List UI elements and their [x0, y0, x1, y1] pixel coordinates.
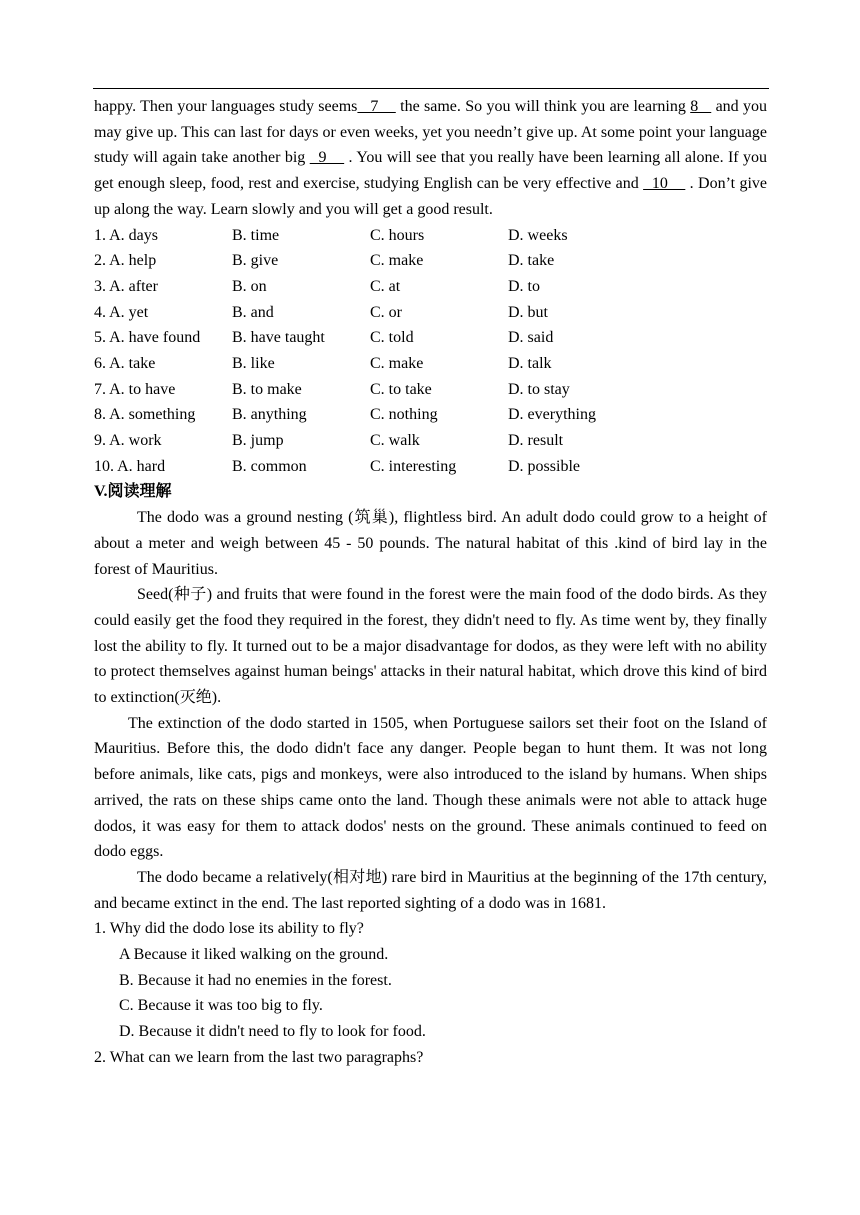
- option-c: C. at: [370, 277, 401, 295]
- option-c: C. make: [370, 354, 424, 372]
- option-c: C. make: [370, 252, 424, 270]
- options-table: [94, 223, 767, 480]
- cloze-passage: [94, 94, 767, 223]
- option-row: [94, 454, 767, 480]
- question-2: 2. What can we learn from the last two paragraphs?: [94, 1048, 424, 1066]
- option-d: D. but: [508, 303, 548, 321]
- option-row: [94, 274, 767, 300]
- option-a: 2. A. help: [94, 252, 157, 270]
- option-row: [94, 325, 767, 351]
- option-b: B. give: [232, 252, 279, 270]
- option-c: C. hours: [370, 226, 425, 244]
- cloze-text: . Don’t give up along the way. Learn slowly and you will get a good result.: [94, 175, 767, 218]
- cloze-text: happy. Then your languages study seems: [94, 98, 358, 115]
- option-a: 1. A. days: [94, 226, 158, 244]
- option-b: B. jump: [232, 432, 284, 450]
- option-row: [94, 428, 767, 454]
- option-d: D. talk: [508, 354, 552, 372]
- option-d: D. to stay: [508, 380, 570, 398]
- option-c: C. or: [370, 303, 402, 321]
- blank-7: 7: [357, 98, 396, 115]
- blank-8: 8: [690, 98, 712, 115]
- option-b: B. time: [232, 226, 280, 244]
- option-row: [94, 377, 767, 403]
- option-b: B. like: [232, 354, 275, 372]
- question-1-option-b: B. Because it had no enemies in the forest.: [119, 971, 392, 989]
- blank-10: 10: [643, 175, 686, 193]
- option-d: D. said: [508, 329, 554, 347]
- option-d: D. possible: [508, 457, 580, 475]
- option-c: C. to take: [370, 380, 432, 398]
- question-1-option-d: D. Because it didn't need to fly to look for food.: [119, 1023, 426, 1041]
- document-body: [94, 94, 767, 1071]
- reading-paragraph-2: Seed(种子) and fruits that were found in the forest were the main food of the dodo birds. As they could easily get the food they required in the forest, they didn't need to fly. As time went by, they finally lost the ability to fly. It turned out to be a major disadvantage for dodos, as they were left with no ability to protect themselves against human beings' attacks in their natural habitat, which drove this kind of bird to extinction(灭绝).: [94, 586, 767, 707]
- option-c: C. nothing: [370, 406, 438, 424]
- option-row: [94, 402, 767, 428]
- option-row: [94, 300, 767, 326]
- option-d: D. result: [508, 432, 564, 450]
- question-1-option-c: C. Because it was too big to fly.: [119, 997, 323, 1015]
- reading-paragraph-4: The dodo became a relatively(相对地) rare bird in Mauritius at the beginning of the 17th century, and became extinct in the end. The last reported sighting of a dodo was in 1681.: [94, 868, 767, 912]
- option-c: C. walk: [370, 432, 420, 450]
- option-a: 7. A. to have: [94, 380, 176, 398]
- option-d: D. weeks: [508, 226, 568, 244]
- option-b: B. and: [232, 303, 274, 321]
- option-a: 3. A. after: [94, 277, 158, 295]
- option-a: 6. A. take: [94, 354, 156, 372]
- cloze-text: and you may give up. This can last for days or even weeks, yet you needn’t give up. At some point your language study will again take another big: [94, 98, 768, 167]
- option-c: C. interesting: [370, 457, 457, 475]
- blank-9: 9: [309, 149, 345, 167]
- option-row: [94, 248, 767, 274]
- question-1-option-a: A Because it liked walking on the ground.: [119, 946, 389, 964]
- cloze-text: the same. So you will think you are learning: [395, 98, 691, 115]
- cloze-text: . You will see that you really have been learning all alone. If you get enough sleep, food, rest and exercise, studying English can be very effective and: [94, 149, 768, 193]
- option-d: D. take: [508, 252, 555, 270]
- section-title: V.阅读理解: [94, 483, 172, 501]
- question-1: 1. Why did the dodo lose its ability to fly?: [94, 920, 364, 938]
- option-d: D. to: [508, 277, 540, 295]
- option-b: B. on: [232, 277, 267, 295]
- option-a: 9. A. work: [94, 432, 162, 450]
- option-c: C. told: [370, 329, 414, 347]
- option-b: B. have taught: [232, 329, 325, 347]
- option-d: D. everything: [508, 406, 596, 424]
- option-b: B. to make: [232, 380, 302, 398]
- option-row: [94, 351, 767, 377]
- option-a: 5. A. have found: [94, 329, 201, 347]
- reading-paragraph-1: The dodo was a ground nesting (筑巢), flightless bird. An adult dodo could grow to a height of about a meter and weigh between 45 - 50 pounds. The natural habitat of this .kind of bird lay in the forest of Mauritius.: [94, 509, 767, 578]
- option-a: 8. A. something: [94, 406, 196, 424]
- option-a: 10. A. hard: [94, 457, 166, 475]
- option-a: 4. A. yet: [94, 303, 149, 321]
- option-b: B. anything: [232, 406, 307, 424]
- reading-paragraph-3: The extinction of the dodo started in 1505, when Portuguese sailors set their foot on the Island of Mauritius. Before this, the dodo didn't face any danger. People began to hunt them. It was not long before animals, like cats, pigs and monkeys, were also introduced to the island by humans. When ships arrived, the rats on these ships came onto the land. Though these animals were not able to attack huge dodos, it was easy for them to attack dodos' nests on the ground. These animals continued to feed on dodo eggs.: [94, 714, 767, 861]
- header-rule: [93, 88, 769, 89]
- option-b: B. common: [232, 457, 307, 475]
- option-row: [94, 223, 767, 249]
